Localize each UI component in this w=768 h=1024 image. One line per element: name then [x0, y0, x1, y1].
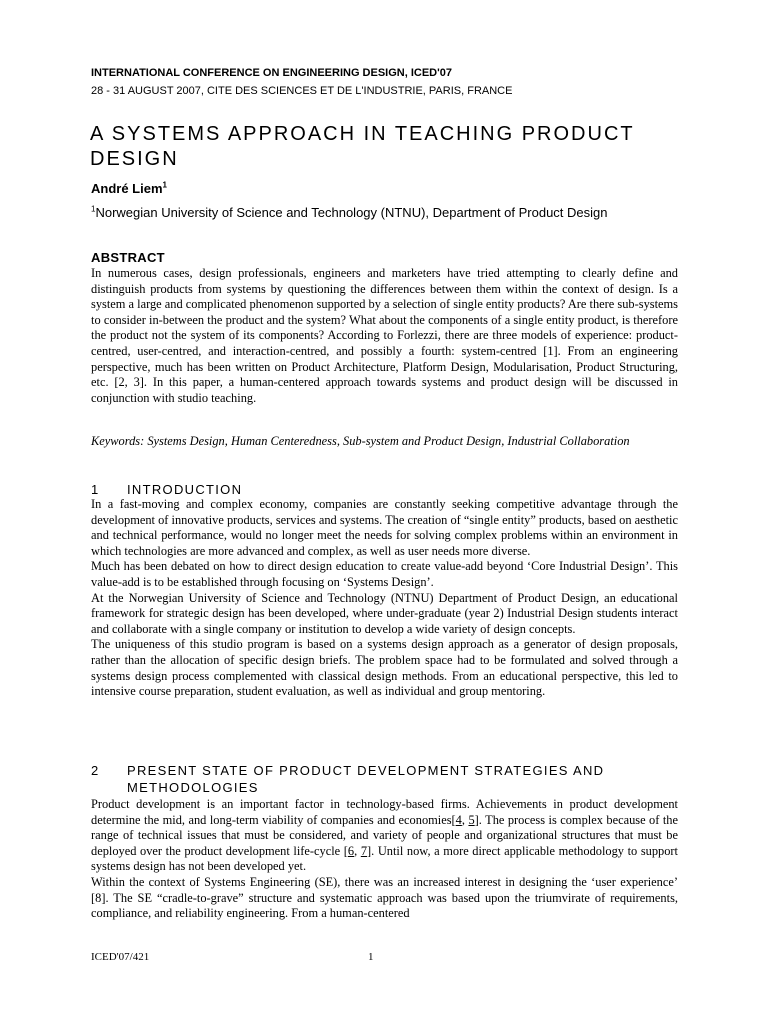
section-2-body — [91, 797, 678, 922]
section-1-heading — [91, 481, 691, 498]
affiliation-superscript: 1 — [91, 204, 96, 214]
conference-dates-venue: 28 - 31 AUGUST 2007, CITE DES SCIENCES ET DE L'INDUSTRIE, PARIS, FRANCE — [91, 85, 513, 97]
intro-paragraph-1: In a fast-moving and complex economy, companies are constantly seeking competitive advantage through the development of innovative products, services and systems. The creation of “single entity” products, based on aesthetic and technical performance, would no longer meet the needs for solving complex problems within an environment in which technologies are more advanced and complex, as well as user needs more diverse. — [91, 497, 678, 558]
footer-page-number: 1 — [368, 951, 374, 963]
abstract-heading: ABSTRACT — [91, 250, 165, 265]
p1-text-a: Product development is an important factor in technology-based firms. Achievements in product development determine the mid, and long-term viability of companies and economies[ — [91, 797, 678, 827]
affiliation-text: Norwegian University of Science and Technology (NTNU), Department of Product Design — [95, 205, 608, 220]
p1-text-e: ]. Until now, a more direct applicable methodology to support systems design has not been developed yet. — [91, 843, 678, 874]
conference-name: INTERNATIONAL CONFERENCE ON ENGINEERING DESIGN, ICED'07 — [91, 67, 452, 79]
p1-text-c: ]. The process is complex because of the range of technical issues that must be considered, and variety of people and organizational structures that must be deployed over the product development life-cycle [ — [91, 812, 678, 858]
reference-link-7[interactable]: 7 — [360, 843, 368, 858]
footer-paper-id: ICED'07/421 — [91, 951, 150, 963]
abstract-paragraph: In numerous cases, design professionals, engineers and marketers have tried attempting to clearly define and distinguish products from systems by questioning the differences between them within the context of design. Is a system a large and complicated phenomenon supported by a selection of single entity products? Are there sub-systems to consider in-between the product and the system? What about the components of a single entity product, is therefore the product not the system of its components? According to Forlezzi, there are three models of experience: product-centred, user-centred, and interaction-centred, and possibly a fourth: system-centred [1]. From an engineering perspective, much has been written on Product Architecture, Platform Design, Modularisation, Product Structuring, etc. [2, 3]. In this paper, a human-centered approach towards systems and product design will be discussed in conjunction with studio teaching. — [91, 266, 678, 405]
abstract-body — [91, 266, 678, 406]
keywords: Keywords: Systems Design, Human Centeredness, Sub-system and Product Design, Industrial Collaboration — [91, 434, 630, 448]
p1-text-d: , — [354, 843, 361, 858]
section-2-title: PRESENT STATE OF PRODUCT DEVELOPMENT STRATEGIES AND METHODOLOGIES — [127, 763, 605, 795]
author-name: André Liem — [91, 181, 163, 196]
section-1-body — [91, 497, 678, 700]
section-2-heading — [91, 762, 671, 796]
reference-link-6[interactable]: 6 — [347, 843, 355, 858]
intro-paragraph-4: The uniqueness of this studio program is based on a systems design approach as a generator of design proposals, rather than the allocation of specific design briefs. The problem space had to be formulated and solved through a systems design process complemented with classical design methods. From an educational perspective, this led to intensive course preparation, student evaluation, as well as individual and group mentoring. — [91, 637, 678, 699]
section-2-paragraph-1 — [91, 797, 678, 875]
section-2-paragraph-2: Within the context of Systems Engineering (SE), there was an increased interest in designing the ‘user experience’ [8]. The SE “cradle-to-grave” structure and systematic approach was based upon the triumvirate of requirements, compliance, and reliability engineering. From a human-centered — [91, 874, 678, 921]
intro-paragraph-3: At the Norwegian University of Science and Technology (NTNU) Department of Product Design, an educational framework for strategic design has been developed, where under-graduate (year 2) Industrial Design students interact and collaborate with a single company or institution to develop a wide variety of design concepts. — [91, 590, 678, 636]
section-1-number: 1 — [91, 482, 100, 497]
affiliation-line — [91, 204, 711, 221]
intro-paragraph-2: Much has been debated on how to direct design education to create value-add beyond ‘Core Industrial Design’. This value-add is to be established through focusing on ‘Systems Design’. — [91, 559, 678, 589]
paper-title: A SYSTEMS APPROACH IN TEACHING PRODUCT DESIGN — [90, 123, 635, 170]
section-2-number: 2 — [91, 763, 100, 778]
p1-text-b: , — [461, 812, 469, 827]
reference-link-5[interactable]: 5 — [468, 812, 475, 827]
author-line — [91, 181, 167, 197]
reference-link-4[interactable]: 4 — [455, 812, 462, 827]
author-superscript: 1 — [162, 180, 167, 190]
section-1-title: INTRODUCTION — [127, 482, 243, 497]
